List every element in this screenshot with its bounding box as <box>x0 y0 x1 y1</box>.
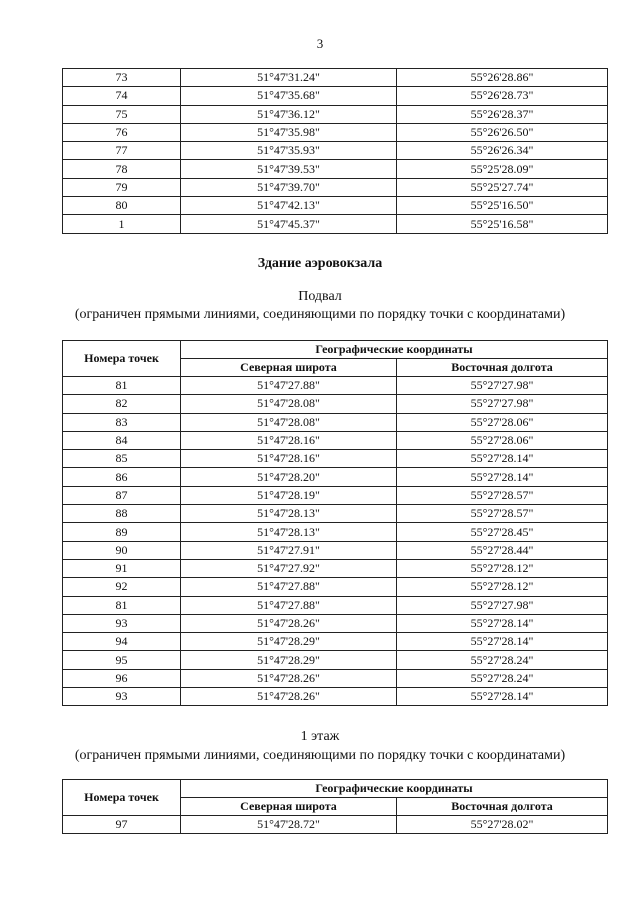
point-number-cell: 89 <box>63 523 181 541</box>
table-body <box>63 816 608 834</box>
latitude-cell: 51°47'28.16" <box>181 450 397 468</box>
latitude-cell: 51°47'28.26" <box>181 688 397 706</box>
table-row <box>63 142 608 160</box>
point-number-cell: 85 <box>63 450 181 468</box>
latitude-cell: 51°47'28.26" <box>181 614 397 632</box>
header-latitude: Северная широта <box>181 359 397 377</box>
coordinates-table-floor1 <box>62 779 608 834</box>
point-number-cell: 76 <box>63 123 181 141</box>
point-number-cell: 87 <box>63 486 181 504</box>
header-geo: Географические координаты <box>181 780 608 798</box>
point-number-cell: 81 <box>63 377 181 395</box>
table-row <box>63 450 608 468</box>
point-number-cell: 91 <box>63 559 181 577</box>
floor1-title: 1 этаж <box>300 729 340 744</box>
header-longitude: Восточная долгота <box>397 798 608 816</box>
basement-title: Подвал <box>298 289 342 304</box>
point-number-cell: 93 <box>63 614 181 632</box>
table-row <box>63 816 608 834</box>
longitude-cell: 55°27'28.57" <box>397 486 608 504</box>
latitude-cell: 51°47'28.20" <box>181 468 397 486</box>
latitude-cell: 51°47'27.88" <box>181 377 397 395</box>
basement-subtitle: (ограничен прямыми линиями, соединяющими по порядку точки с координатами) <box>74 307 566 322</box>
latitude-cell: 51°47'36.12" <box>181 105 397 123</box>
longitude-cell: 55°26'26.34" <box>397 142 608 160</box>
point-number-cell: 90 <box>63 541 181 559</box>
table-row <box>63 614 608 632</box>
table-row <box>63 559 608 577</box>
point-number-cell: 75 <box>63 105 181 123</box>
table-row <box>63 413 608 431</box>
longitude-cell: 55°25'16.58" <box>397 215 608 233</box>
table-row <box>63 105 608 123</box>
longitude-cell: 55°27'28.02" <box>397 816 608 834</box>
latitude-cell: 51°47'31.24" <box>181 69 397 87</box>
longitude-cell: 55°25'16.50" <box>397 197 608 215</box>
table-row <box>63 541 608 559</box>
table-row <box>63 596 608 614</box>
longitude-cell: 55°27'28.14" <box>397 450 608 468</box>
point-number-cell: 92 <box>63 578 181 596</box>
point-number-cell: 78 <box>63 160 181 178</box>
longitude-cell: 55°27'28.14" <box>397 633 608 651</box>
longitude-cell: 55°26'28.73" <box>397 87 608 105</box>
floor1-subtitle: (ограничен прямыми линиями, соединяющими по порядку точки с координатами) <box>74 748 566 763</box>
table-row <box>63 377 608 395</box>
table-row <box>63 160 608 178</box>
latitude-cell: 51°47'28.26" <box>181 669 397 687</box>
latitude-cell: 51°47'28.13" <box>181 523 397 541</box>
point-number-cell: 74 <box>63 87 181 105</box>
point-number-cell: 82 <box>63 395 181 413</box>
latitude-cell: 51°47'28.08" <box>181 413 397 431</box>
header-latitude: Северная широта <box>181 798 397 816</box>
longitude-cell: 55°27'28.24" <box>397 651 608 669</box>
point-number-cell: 83 <box>63 413 181 431</box>
header-longitude: Восточная долгота <box>397 359 608 377</box>
table-row <box>63 197 608 215</box>
longitude-cell: 55°27'28.12" <box>397 578 608 596</box>
header-points: Номера точек <box>63 780 181 816</box>
longitude-cell: 55°27'27.98" <box>397 395 608 413</box>
page-number: 3 <box>316 36 324 51</box>
point-number-cell: 94 <box>63 633 181 651</box>
latitude-cell: 51°47'27.88" <box>181 578 397 596</box>
point-number-cell: 79 <box>63 178 181 196</box>
point-number-cell: 96 <box>63 669 181 687</box>
table-row <box>63 215 608 233</box>
latitude-cell: 51°47'28.72" <box>181 816 397 834</box>
longitude-cell: 55°27'28.06" <box>397 431 608 449</box>
latitude-cell: 51°47'42.13" <box>181 197 397 215</box>
table-body <box>63 377 608 706</box>
building-title: Здание аэровокзала <box>257 256 383 271</box>
table-row <box>63 431 608 449</box>
latitude-cell: 51°47'28.29" <box>181 633 397 651</box>
point-number-cell: 77 <box>63 142 181 160</box>
table-row <box>63 669 608 687</box>
latitude-cell: 51°47'28.08" <box>181 395 397 413</box>
longitude-cell: 55°27'27.98" <box>397 596 608 614</box>
table-row <box>63 395 608 413</box>
point-number-cell: 97 <box>63 816 181 834</box>
longitude-cell: 55°27'28.14" <box>397 468 608 486</box>
table-row <box>63 123 608 141</box>
longitude-cell: 55°27'27.98" <box>397 377 608 395</box>
latitude-cell: 51°47'39.70" <box>181 178 397 196</box>
point-number-cell: 93 <box>63 688 181 706</box>
latitude-cell: 51°47'35.98" <box>181 123 397 141</box>
latitude-cell: 51°47'28.19" <box>181 486 397 504</box>
longitude-cell: 55°27'28.45" <box>397 523 608 541</box>
point-number-cell: 84 <box>63 431 181 449</box>
latitude-cell: 51°47'27.92" <box>181 559 397 577</box>
header-points: Номера точек <box>63 341 181 377</box>
coordinates-table-basement <box>62 340 608 706</box>
latitude-cell: 51°47'28.13" <box>181 505 397 523</box>
table-row <box>63 688 608 706</box>
longitude-cell: 55°27'28.12" <box>397 559 608 577</box>
point-number-cell: 1 <box>63 215 181 233</box>
header-geo: Географические координаты <box>181 341 608 359</box>
longitude-cell: 55°27'28.24" <box>397 669 608 687</box>
longitude-cell: 55°25'27.74" <box>397 178 608 196</box>
longitude-cell: 55°25'28.09" <box>397 160 608 178</box>
table-row <box>63 633 608 651</box>
coordinates-table-top <box>62 68 608 234</box>
latitude-cell: 51°47'27.91" <box>181 541 397 559</box>
latitude-cell: 51°47'35.68" <box>181 87 397 105</box>
point-number-cell: 95 <box>63 651 181 669</box>
table-row <box>63 486 608 504</box>
latitude-cell: 51°47'28.16" <box>181 431 397 449</box>
table-row <box>63 178 608 196</box>
table-row <box>63 468 608 486</box>
point-number-cell: 73 <box>63 69 181 87</box>
latitude-cell: 51°47'39.53" <box>181 160 397 178</box>
longitude-cell: 55°27'28.44" <box>397 541 608 559</box>
longitude-cell: 55°26'26.50" <box>397 123 608 141</box>
latitude-cell: 51°47'35.93" <box>181 142 397 160</box>
point-number-cell: 81 <box>63 596 181 614</box>
point-number-cell: 86 <box>63 468 181 486</box>
latitude-cell: 51°47'45.37" <box>181 215 397 233</box>
longitude-cell: 55°27'28.57" <box>397 505 608 523</box>
longitude-cell: 55°27'28.14" <box>397 688 608 706</box>
table-body <box>63 69 608 234</box>
longitude-cell: 55°26'28.37" <box>397 105 608 123</box>
table-row <box>63 523 608 541</box>
table-row <box>63 69 608 87</box>
point-number-cell: 88 <box>63 505 181 523</box>
point-number-cell: 80 <box>63 197 181 215</box>
longitude-cell: 55°27'28.14" <box>397 614 608 632</box>
table-row <box>63 87 608 105</box>
longitude-cell: 55°26'28.86" <box>397 69 608 87</box>
table-row <box>63 505 608 523</box>
table-row <box>63 651 608 669</box>
latitude-cell: 51°47'27.88" <box>181 596 397 614</box>
table-row <box>63 578 608 596</box>
longitude-cell: 55°27'28.06" <box>397 413 608 431</box>
latitude-cell: 51°47'28.29" <box>181 651 397 669</box>
